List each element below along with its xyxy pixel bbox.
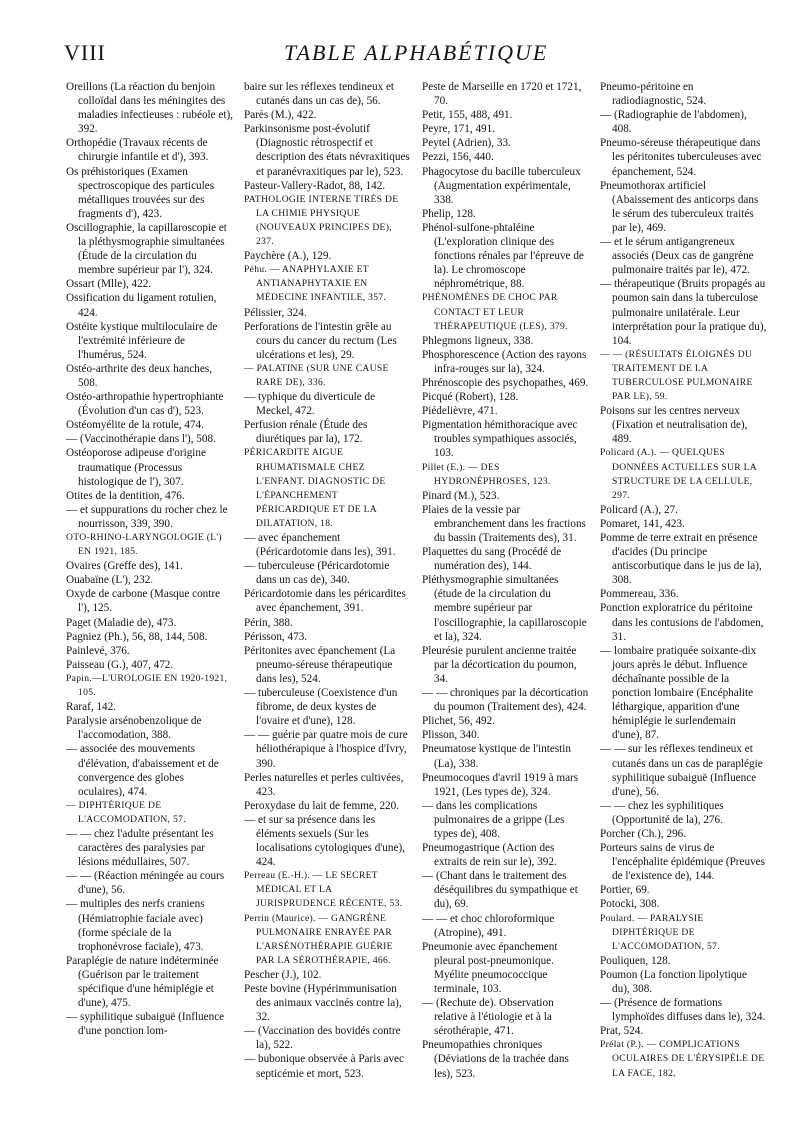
- index-entry: Ossart (Mlle), 422.: [66, 278, 152, 291]
- index-entry: Porcher (Ch.), 296.: [600, 827, 687, 840]
- index-entry: — PALATINE (SUR UNE CAUSE RARE DE), 336.: [244, 362, 389, 388]
- index-entry: — (Vaccinothérapie dans l'), 508.: [66, 433, 216, 446]
- index-entry: Picqué (Robert), 128.: [422, 391, 519, 404]
- index-entry: Pinard (M.), 523.: [422, 489, 500, 502]
- index-entry: Ostéite kystique multiloculaire de l'extrémité inférieure de l'humérus, 524.: [66, 320, 218, 361]
- index-entry: — (Rechute de). Observation relative à l'étiologie et à la sérothérapie, 471.: [422, 997, 554, 1038]
- index-entry: Pillet (E.). — DES HYDRONÉPHROSES, 123.: [422, 461, 551, 487]
- index-entry: Peste bovine (Hypérimmunisation des animaux vaccinés contre la), 32.: [244, 983, 402, 1024]
- index-entry: Plisson, 340.: [422, 729, 480, 742]
- index-entry: Pezzi, 156, 440.: [422, 151, 494, 164]
- index-entry: — DIPHTÉRIQUE DE L'ACCOMODATION, 57.: [66, 799, 186, 825]
- index-entry: Pneumocoques d'avril 1919 à mars 1921, (Les types de), 324.: [422, 771, 579, 798]
- index-entry: Phénol-sulfone-phtaléine (L'exploration clinique des fonctions rénales par l'épreuve de la). Le chromoscope néphrométrique, 88.: [422, 221, 584, 291]
- index-entry: Pescher (J.), 102.: [244, 968, 322, 981]
- index-entry: — — (Réaction méningée au cours d'une), 56.: [66, 870, 225, 897]
- index-entry: Otites de la dentition, 476.: [66, 489, 185, 502]
- index-entry: Périsson, 473.: [244, 630, 308, 643]
- index-entry: Ossification du ligament rotulien, 424.: [66, 292, 217, 319]
- index-entry: — (Vaccination des bovidés contre la), 522.: [244, 1025, 401, 1052]
- index-entry: Plichet, 56, 492.: [422, 715, 496, 728]
- index-entry: Painlevé, 376.: [66, 644, 130, 657]
- page-header: [64, 40, 764, 74]
- index-entry: Perles naturelles et perles cultivées, 423.: [244, 771, 404, 798]
- index-entry: — tuberculeuse (Péricardotomie dans un cas de), 340.: [244, 560, 390, 587]
- index-entry: — et le sérum antigangreneux associés (Deux cas de gangrène pulmonaire traités par le), 472.: [600, 236, 754, 277]
- index-entry: Oxyde de carbone (Masque contre l'), 125.: [66, 588, 221, 615]
- index-entry: Phelip, 128.: [422, 207, 476, 220]
- index-entry: Péricardotomie dans les péricardites avec épanchement, 391.: [244, 588, 406, 615]
- index-entry: Paychère (A.), 129.: [244, 250, 332, 263]
- index-entry: Ovaires (Greffe des), 141.: [66, 560, 183, 573]
- index-entry: Péritonites avec épanchement (La pneumo-séreuse thérapeutique dans les), 524.: [244, 644, 396, 685]
- index-entry: Phlegmons ligneux, 338.: [422, 334, 534, 347]
- index-entry: — thérapeutique (Bruits propagés au poumon sain dans la tuberculose pulmonaire unilatérale. Leur interprétation pour la pratique du), 104.: [600, 278, 767, 347]
- index-entry: PATHOLOGIE INTERNE TIRÉS DE LA CHIMIE PHYSIQUE (NOUVEAUX PRINCIPES DE), 237.: [244, 193, 399, 248]
- index-entry: Petit, 155, 488, 491.: [422, 109, 513, 122]
- index-column-4: [600, 80, 767, 1130]
- index-entry: Policard (A.), 27.: [600, 503, 678, 516]
- index-entry: — associée des mouvements d'élévation, d'abaissement et de convergence des globes oculaires), 474.: [66, 743, 219, 798]
- index-entry: Pasteur-Vallery-Radot, 88, 142.: [244, 179, 386, 192]
- index-entry: Portier, 69.: [600, 884, 650, 897]
- index-entry: Pélissier, 324.: [244, 306, 307, 319]
- index-entry: Pigmentation hémithoracique avec troubles sympathiques associés, 103.: [422, 419, 578, 460]
- index-entry: Poulard. — PARALYSIE DIPHTÉRIQUE DE L'ACCOMODATION, 57.: [600, 912, 720, 952]
- index-entry: Peste de Marseille en 1720 et 1721, 70.: [422, 81, 582, 108]
- index-entry: — avec épanchement (Péricardotomie dans les), 391.: [244, 532, 396, 559]
- index-entry: — — sur les réflexes tendineux et cutanés dans un cas de paraplégie syphilitique subaiguë (Influence d'une), 56.: [600, 743, 763, 798]
- index-entry: Ostéoporose adipeuse d'origine traumatique (Processus histologique de l'), 307.: [66, 447, 206, 488]
- index-entry: Ostéo-arthrite des deux hanches, 508.: [66, 362, 213, 389]
- index-entry: Perreau (E.-H.). — LE SECRET MÉDICAL ET LA JURISPRUDENCE RÉCENTE, 53.: [244, 870, 403, 910]
- index-entry: Pleurésie purulent ancienne traitée par la décortication du poumon, 34.: [422, 644, 577, 685]
- index-entry: Périn, 388.: [244, 616, 293, 629]
- index-entry: — bubonique observée à Paris avec septicémie et mort, 523.: [244, 1053, 404, 1080]
- index-column-1: [66, 80, 233, 1130]
- index-column-3: [422, 80, 589, 1130]
- index-entry: Perrin (Maurice). — GANGRÈNE PULMONAIRE ENRAYÉE PAR L'ARSÉNOTHÉRAPIE GUÉRIE PAR LA SÉROTHÉRAPIE, 466.: [244, 912, 393, 966]
- index-entry: Perfusion rénale (Étude des diurétiques par la), 172.: [244, 419, 368, 446]
- index-entry: Pneumo-péritoine en radiodiagnostic, 524.: [600, 81, 707, 108]
- index-entry: — — chroniques par la décortication du poumon (Traitement des), 424.: [422, 687, 589, 714]
- index-entry: Papin.—L'UROLOGIE EN 1920-1921, 105.: [66, 672, 228, 699]
- index-entry: Piédelièvre, 471.: [422, 405, 498, 418]
- index-entry: Péhu. — ANAPHYLAXIE ET ANTIANAPHYTAXIE EN MÉDECINE INFANTILE, 357.: [244, 264, 387, 304]
- index-entry: Raraf, 142.: [66, 701, 117, 714]
- index-entry: Os préhistoriques (Examen spectroscopique des particules métalliques trouvées sur des fragments d'), 423.: [66, 165, 215, 220]
- index-entry: OTO-RHINO-LARYNGOLOGIE (L') EN 1921, 185.: [66, 532, 222, 558]
- index-entry: Pommereau, 336.: [600, 588, 679, 601]
- index-entry: Pneumopathies chroniques (Déviations de la trachée dans les), 523.: [422, 1039, 569, 1080]
- index-entry: — (Présence de formations lymphoïdes diffuses dans le), 324.: [600, 997, 766, 1024]
- index-entry: Phagocytose du bacille tuberculeux (Augmentation expérimentale, 338.: [422, 165, 581, 206]
- index-entry: Poisons sur les centres nerveux (Fixation et neutralisation de), 489.: [600, 405, 748, 446]
- index-entry: Poumon (La fonction lipolytique du), 308.: [600, 968, 747, 995]
- index-entry: Pneumothorax artificiel (Abaissement des anticorps dans le sérum des tuberculeux traités par le), 469.: [600, 179, 759, 234]
- index-entry: PÉRICARDITE AIGUE RHUMATISMALE CHEZ L'ENFANT. DIAGNOSTIC DE L'ÉPANCHEMENT PÉRICARDIQUE ET DE LA DILATATION, 18.: [244, 447, 386, 529]
- index-entry: — — (RÉSULTATS ÉLOIGNÉS DU TRAITEMENT DE LA TUBERCULOSE PULMONAIRE PAR LE), 59.: [600, 348, 753, 403]
- index-entry: Porteurs sains de virus de l'encéphalite épidémique (Preuves de l'existence de), 144.: [600, 842, 765, 883]
- index-entry: Pouliquen, 128.: [600, 954, 671, 967]
- page-title: TABLE ALPHABÉTIQUE: [284, 40, 549, 65]
- index-entry: Oscillographie, la capillaroscopie et la pléthysmographie simultanées (Étude de la circulation du membre supérieur par l'), 324.: [66, 221, 227, 277]
- index-entry: Pneumogastrique (Action des extraits de rein sur le), 392.: [422, 842, 557, 869]
- index-entry: Pléthysmographie simultanées (étude de la circulation du membre supérieur par l'oscillographie, la capillaroscopie et la), 324.: [422, 574, 587, 643]
- index-entry: Phrénoscopie des psychopathes, 469.: [422, 376, 589, 389]
- index-entry: — tuberculeuse (Coexistence d'un fibrome, de deux kystes de l'ovaire et d'une), 128.: [244, 687, 398, 728]
- index-entry: — — chez l'adulte présentant les caractères des paralysies par lésions médullaires, 507.: [66, 827, 214, 869]
- index-entry: — typhique du diverticule de Meckel, 472.: [244, 391, 376, 418]
- index-entry: Peroxydase du lait de femme, 220.: [244, 799, 400, 812]
- index-entry: baire sur les réflexes tendineux et cutanés dans un cas de), 56.: [244, 81, 395, 108]
- index-entry: Pagniez (Ph.), 56, 88, 144, 508.: [66, 630, 208, 643]
- index-entry: Pomme de terre extrait en présence d'acides (Du principe antiscorbutique dans le jus de la), 308.: [600, 532, 762, 587]
- index-entry: — — chez les syphilitiques (Opportunité de la), 276.: [600, 799, 724, 826]
- index-entry: — multiples des nerfs craniens (Hémiatrophie faciale avec) (forme spéciale de la trophonévrose faciale), 473.: [66, 898, 205, 953]
- index-entry: Paraplégie de nature indéterminée (Guérison par le traitement spécifique d'une hémiplégie et d'une), 475.: [66, 954, 219, 1010]
- index-entry: — lombaire pratiquée soixante-dix jours après le début. Influence déchaînante possible de la ponction lombaire (Encéphalite léthargique, apparition d'une hémiplégie le surlendemain d'une), 87.: [600, 644, 757, 742]
- page-number: VIII: [64, 40, 106, 65]
- index-column-2: [244, 80, 411, 1130]
- index-entry: Perforations de l'intestin grêle au cours du cancer du rectum (Les ulcérations et les), 29.: [244, 320, 397, 361]
- index-entry: Plaquettes du sang (Procédé de numération des), 144.: [422, 546, 562, 573]
- index-entry: Orthopédie (Travaux récents de chirurgie infantile et d'), 393.: [66, 137, 209, 164]
- index-entry: Paralysie arsénobenzolique de l'accomodation, 388.: [66, 715, 202, 742]
- index-entry: PHÉNOMÈNES DE CHOC PAR CONTACT ET LEUR THÉRAPEUTIQUE (LES), 379.: [422, 292, 568, 332]
- index-entry: Peytel (Adrien), 33.: [422, 137, 511, 150]
- index-entry: Parkinsonisme post-évolutif (Diagnostic rétrospectif et description des états névraxitiques et paranévraxitiques par le), 523.: [244, 123, 410, 178]
- index-entry: Pneumatose kystique de l'intestin (La), 338.: [422, 743, 571, 770]
- index-entry: Pomaret, 141, 423.: [600, 517, 685, 530]
- index-entry: — syphilitique subaiguë (Influence d'une ponction lom-: [66, 1011, 225, 1038]
- index-entry: — (Radiographie de l'abdomen), 408.: [600, 109, 747, 136]
- index-entry: — — guérie par quatre mois de cure héliothérapique à l'hospice d'Ivry, 390.: [244, 729, 408, 770]
- index-entry: Ostéo-arthropathie hypertrophiante (Évolution d'un cas d'), 523.: [66, 391, 224, 418]
- index-entry: — et sur sa présence dans les éléments sexuels (Sur les localisations cytologiques d'une), 424.: [244, 813, 405, 869]
- index-entry: — — et choc chloroformique (Atropine), 491.: [422, 912, 555, 939]
- index-entry: Prélat (P.). — COMPLICATIONS OCULAIRES DE L'ÉRYSIPÈLE DE LA FACE, 182.: [600, 1039, 765, 1079]
- index-entry: Plaies de la vessie par embranchement dans les fractions du bassin (Traitements des), 31.: [422, 503, 586, 544]
- index-entry: — dans les complications pulmonaires de a grippe (Les types de), 408.: [422, 799, 565, 840]
- index-entry: Ouabaïne (L'), 232.: [66, 574, 154, 587]
- index-entry: Phosphorescence (Action des rayons infra-rouges sur la), 324.: [422, 348, 587, 375]
- index-entry: Ponction exploratrice du péritoine dans les contusions de l'abdomen, 31.: [600, 602, 764, 643]
- index-entry: Pneumo-séreuse thérapeutique dans les péritonites tuberculeuses avec épanchement, 524.: [600, 137, 762, 178]
- index-entry: Policard (A.). — QUELQUES DONNÉES ACTUELLES SUR LA STRUCTURE DE LA CELLULE, 297.: [600, 447, 757, 501]
- index-entry: Prat, 524.: [600, 1025, 644, 1038]
- index-entry: Parès (M.), 422.: [244, 109, 317, 122]
- index-entry: Oreillons (La réaction du benjoin colloïdal dans les méningites des maladies infectieuses : rubéole et), 392.: [66, 81, 233, 136]
- index-entry: Peyre, 171, 491.: [422, 123, 496, 136]
- index-entry: Potocki, 308.: [600, 898, 660, 911]
- index-entry: Ostéomyélite de la rotule, 474.: [66, 419, 204, 432]
- index-entry: — (Chant dans le traitement des déséquilibres du sympathique et du), 69.: [422, 870, 578, 911]
- index-entry: Paget (Maladie de), 473.: [66, 616, 177, 629]
- index-entry: Pneumonie avec épanchement pleural post-pneumonique. Myélite pneumococcique terminale, 103.: [422, 940, 558, 995]
- index-entry: Paisseau (G.), 407, 472.: [66, 658, 174, 671]
- index-columns: [66, 80, 769, 1130]
- index-entry: — et suppurations du rocher chez le nourrisson, 339, 390.: [66, 503, 228, 530]
